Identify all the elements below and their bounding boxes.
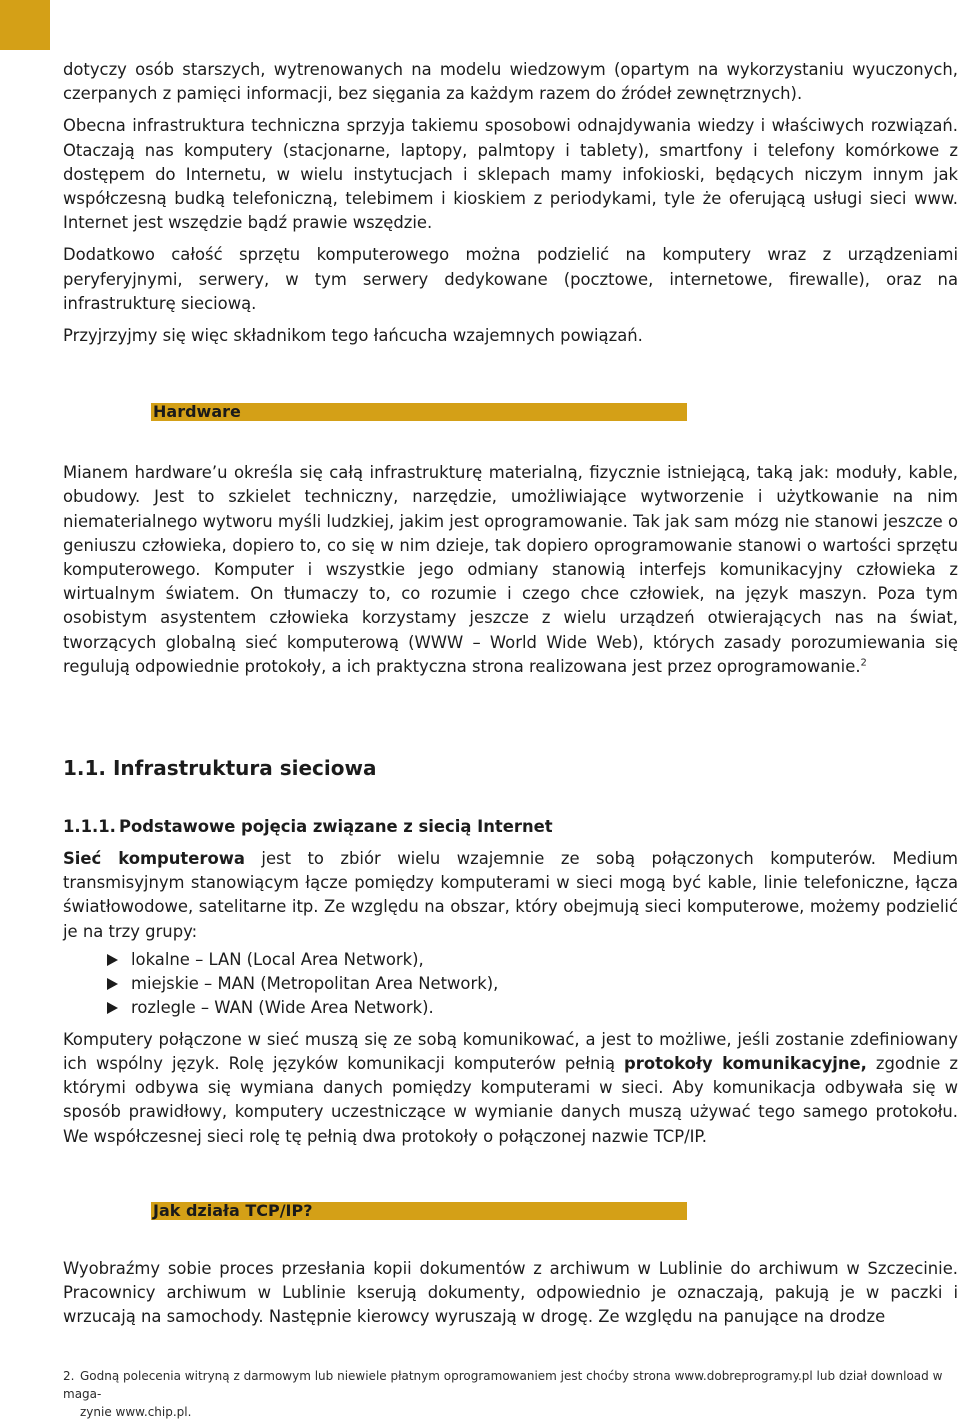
list-item-text: lokalne – LAN (Local Area Network), [131, 949, 424, 969]
network-types-list [63, 948, 958, 1020]
footnote-ref: 2 [860, 657, 867, 669]
subheading-text: Podstawowe pojęcia związane z siecią Internet [119, 817, 553, 837]
paragraph-hardware-text: Mianem hardware’u określa się całą infrastrukturę materialną, fizycznie istniejącą, taką jak: moduły, kable, obudowy. Jest to szkielet techniczny, narzędzie, umożliwiające wytworzenie i użytkowanie na nim niematerialnego wytworu myśli ludzkiej, jakim jest oprogramowanie. Tak jak sam mózg nie stanowi jeszcze o geniuszu człowieka, dopiero to, co się w nim dzieje, tak dopiero oprogramowanie stanowi o wartości sprzętu komputerowego. Komputer i wszystkie jego odmiany stanowią interfejs komunikacyjny człowieka z wirtualnym światem. On tłumaczy to, co rozumie i czego chce człowiek, na język maszyn. Poza tym osobistym asystentem człowieka korzystamy jeszcze z wielu urządzeń otwierających nas na świat, tworzących globalną sieć komputerową (WWW – World Wide Web), których zasady porozumiewania się regulują odpowiednie protokoły, a ich praktyczna strona realizowana jest przez oprogramowanie. [63, 463, 958, 676]
list-item [107, 996, 958, 1020]
paragraph-4: Przyjrzyjmy się więc składnikom tego łańcucha wzajemnych powiązań. [63, 326, 643, 346]
paragraph-siec-text: jest to zbiór wielu wzajemnie ze sobą połączonych komputerów. Medium transmisyjnym stanowiącym łącze pomiędzy komputerami w sieci mogą być kable, linie telefoniczne, łącza światłowodowe, satelitarne itp. Ze względu na obszar, który obejmują sieci komputerowe, możemy podzielić je na trzy grupy: [63, 849, 958, 941]
footnote-number: 2. [63, 1369, 75, 1383]
paragraph-tcpip: Wyobraźmy sobie proces przesłania kopii dokumentów z archiwum w Lublinie do archiwum w Szczecinie. Pracownicy archiwum w Lublinie kserują dokumenty, odpowiednio je oznaczają, pakują je w paczki i wrzucają na samochody. Następnie kierowcy wyruszają w drogę. Ze względu na panujące na drodze [63, 1258, 958, 1327]
section-bar-tcpip [151, 1202, 687, 1220]
paragraph-2: Obecna infrastruktura techniczna sprzyja takiemu sposobowi odnajdywania wiedzy i właściwych rozwiązań. Otaczają nas komputery (stacjonarne, laptopy, palmtopy i tablety), smartfony i telefony komórkowe z dostępem do Internetu, w wielu instytucjach i sklepach mamy infokioski, będących niczym innym jak współczesną budką telefoniczną, telebimem i kioskiem z periodykami, tyle że oferującą usługi sieci www. Internet jest wszędzie bądź prawie wszędzie. [63, 116, 958, 233]
paragraph-hardware [63, 461, 958, 679]
page-body [63, 58, 958, 1330]
bullet-triangle-icon [107, 954, 118, 966]
paragraph-protokoly [63, 1028, 958, 1149]
footnote-line-2: zynie www.chip.pl. [80, 1405, 192, 1419]
term-siec-komputerowa: Sieć komputerowa [63, 849, 245, 869]
paragraph-protokoly-text-a: Komputery połączone w sieć muszą się ze sobą komunikować, a jest to możliwe, jeśli zostanie zdefiniowany ich wspólny język. Rolę języków komunikacji komputerów pełnią [63, 1029, 958, 1074]
bullet-triangle-icon [107, 1002, 118, 1014]
footnote [63, 1367, 958, 1421]
heading-infrastruktura: 1.1. Infrastruktura sieciowa [63, 756, 377, 781]
list-item [107, 948, 958, 972]
paragraph-protokoly-text-b: zgodnie z którymi odbywa się wymiana danych pomiędzy komputerami w sieci. Aby komunikacja odbywała się w sposób prawidłowy, komputery uczestniczące w wymianie danych muszą używać tego samego protokołu. We współczesnej sieci rolę tę pełnią dwa protokoły o połączonej nazwie TCP/IP. [63, 1054, 958, 1146]
list-item-text: rozlegle – WAN (Wide Area Network). [131, 997, 434, 1017]
section-bar-hardware [151, 403, 687, 421]
list-item-text: miejskie – MAN (Metropolitan Area Network), [131, 973, 499, 993]
paragraph-3: Dodatkowo całość sprzętu komputerowego można podzielić na komputery wraz z urządzeniami peryferyjnymi, serwery, w tym serwery dedykowane (pocztowe, internetowe, firewalle), oraz na infrastrukturę sieciową. [63, 245, 958, 313]
subheading-podstawowe [63, 815, 958, 839]
section-label-tcpip: Jak działa TCP/IP? [153, 1200, 313, 1220]
term-protokoly: protokoły komunikacyjne, [624, 1054, 867, 1074]
footnote-text-1: Godną polecenia witryną z darmowym lub niewiele płatnym oprogramowaniem jest choćby strona www.dobreprogramy.pl lub dział download w maga- [63, 1369, 943, 1401]
footnote-line-1 [63, 1367, 958, 1403]
bullet-triangle-icon [107, 978, 118, 990]
subheading-number: 1.1.1. [63, 817, 116, 837]
paragraph-siec [63, 847, 958, 944]
list-item [107, 972, 958, 996]
section-label-hardware: Hardware [153, 402, 241, 422]
corner-accent-block [0, 0, 50, 50]
paragraph-1: dotyczy osób starszych, wytrenowanych na modelu wiedzowym (opartym na wykorzystaniu wyuczonych, czerpanych z pamięci informacji, bez sięgania za każdym razem do źródeł zewnętrznych). [63, 60, 958, 104]
